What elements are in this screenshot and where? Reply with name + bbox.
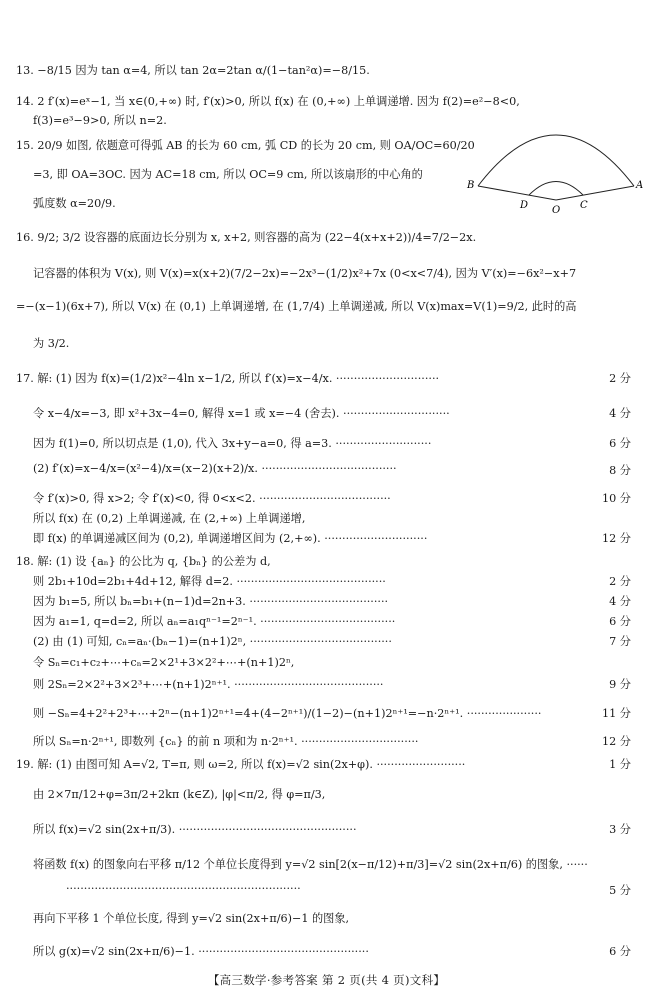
score-mark: 8 分 (609, 464, 631, 477)
score-mark: 2 分 (609, 372, 631, 385)
answer-line: 即 f(x) 的单调递减区间为 (0,2), 单调递增区间为 (2,+∞). ····························· (33, 532, 428, 545)
answer-line: 因为 b₁=5, 所以 bₙ=b₁+(n−1)d=2n+3. ······································· (33, 595, 389, 608)
score-mark: 10 分 (602, 492, 631, 505)
answer-line: 所以 f(x)=√2 sin(2x+π/3). ·················································· (33, 823, 357, 836)
answer-line: 令 Sₙ=c₁+c₂+⋯+cₙ=2×2¹+3×2²+⋯+(n+1)2ⁿ, (33, 656, 295, 669)
answer-line: ·································································· (66, 882, 301, 895)
answer-line: 则 −Sₙ=4+2²+2³+⋯+2ⁿ−(n+1)2ⁿ⁺¹=4+(4−2ⁿ⁺¹)/(1−2)−(n+1)2ⁿ⁺¹=−n·2ⁿ⁺¹. ····················· (33, 707, 542, 720)
label-c: C (580, 200, 588, 211)
answer-line: 19. 解: (1) 由图可知 A=√2, T=π, 则 ω=2, 所以 f(x)=√2 sin(2x+φ). ························· (16, 758, 466, 771)
score-mark: 12 分 (602, 735, 631, 748)
score-mark: 6 分 (609, 615, 631, 628)
label-d: D (520, 200, 529, 211)
answer-line: 由 2×7π/12+φ=3π/2+2kπ (k∈Z), |φ|<π/2, 得 φ=π/3, (33, 788, 326, 801)
label-a: A (636, 180, 644, 191)
score-mark: 5 分 (609, 884, 631, 897)
answer-line: f(3)=e³−9>0, 所以 n=2. (33, 114, 167, 127)
answer-line: 17. 解: (1) 因为 f(x)=(1/2)x²−4ln x−1/2, 所以 f′(x)=x−4/x. ····························· (16, 372, 440, 385)
outer-arc (478, 135, 634, 186)
answer-line: (2) f′(x)=x−4/x=(x²−4)/x=(x−2)(x+2)/x. ······································ (33, 462, 397, 475)
score-mark: 4 分 (609, 595, 631, 608)
score-mark: 7 分 (609, 635, 631, 648)
label-b: B (467, 180, 475, 191)
answer-line: 为 3/2. (33, 337, 70, 350)
score-mark: 9 分 (609, 678, 631, 691)
score-mark: 11 分 (602, 707, 631, 720)
score-mark: 3 分 (609, 823, 631, 836)
answer-line: 因为 a₁=1, q=d=2, 所以 aₙ=a₁qⁿ⁻¹=2ⁿ⁻¹. ······································ (33, 615, 396, 628)
answer-line: 令 x−4/x=−3, 即 x²+3x−4=0, 解得 x=1 或 x=−4 (舍去). ······························ (33, 407, 450, 420)
answer-line: 18. 解: (1) 设 {aₙ} 的公比为 q, {bₙ} 的公差为 d, (16, 555, 271, 568)
score-mark: 2 分 (609, 575, 631, 588)
answer-line: 将函数 f(x) 的图象向右平移 π/12 个单位长度得到 y=√2 sin[2(x−π/12)+π/3]=√2 sin(2x+π/6) 的图象, ······ (33, 858, 588, 871)
sector-diagram (466, 120, 646, 215)
inner-arc (529, 182, 583, 196)
answer-line: 所以 f(x) 在 (0,2) 上单调递减, 在 (2,+∞) 上单调递增, (33, 512, 306, 525)
answer-line: 弧度数 α=20/9. (33, 197, 116, 210)
answer-line: 13. −8/15 因为 tan α=4, 所以 tan 2α=2tan α/(1−tan²α)=−8/15. (16, 64, 370, 77)
score-mark: 12 分 (602, 532, 631, 545)
answer-line: 再向下平移 1 个单位长度, 得到 y=√2 sin(2x+π/6)−1 的图象, (33, 912, 350, 925)
answer-line: 则 2b₁+10d=2b₁+4d+12, 解得 d=2. ·········································· (33, 575, 386, 588)
answer-line: 所以 g(x)=√2 sin(2x+π/6)−1. ················································ (33, 945, 369, 958)
answer-line: 记容器的体积为 V(x), 则 V(x)=x(x+2)(7/2−2x)=−2x³−(1/2)x²+7x (0<x<7/4), 因为 V′(x)=−6x²−x+7 (33, 267, 577, 280)
radius-right (556, 186, 634, 200)
answer-line: 16. 9/2; 3/2 设容器的底面边长分别为 x, x+2, 则容器的高为 (22−4(x+x+2))/4=7/2−2x. (16, 231, 477, 244)
score-mark: 6 分 (609, 437, 631, 450)
radius-left (478, 186, 556, 200)
answer-line: (2) 由 (1) 可知, cₙ=aₙ·(bₙ−1)=(n+1)2ⁿ, ········································ (33, 635, 392, 648)
page-footer: 【高三数学·参考答案 第 2 页(共 4 页)文科】 (207, 973, 446, 987)
answer-line: 14. 2 f′(x)=eˣ−1, 当 x∈(0,+∞) 时, f′(x)>0, 所以 f(x) 在 (0,+∞) 上单调递增. 因为 f(2)=e²−8<0, (16, 95, 520, 108)
score-mark: 4 分 (609, 407, 631, 420)
answer-line: 令 f′(x)>0, 得 x>2; 令 f′(x)<0, 得 0<x<2. ····································· (33, 492, 391, 505)
answer-line: =−(x−1)(6x+7), 所以 V(x) 在 (0,1) 上单调递增, 在 (1,7/4) 上单调递减, 所以 V(x)max=V(1)=9/2, 此时的高 (16, 300, 577, 313)
answer-line: 15. 20/9 如图, 依题意可得弧 AB 的长为 60 cm, 弧 CD 的长为 20 cm, 则 OA/OC=60/20 (16, 139, 475, 152)
answer-line: 所以 Sₙ=n·2ⁿ⁺¹, 即数列 {cₙ} 的前 n 项和为 n·2ⁿ⁺¹. ································· (33, 735, 419, 748)
score-mark: 6 分 (609, 945, 631, 958)
label-o: O (552, 205, 561, 215)
score-mark: 1 分 (609, 758, 631, 771)
answer-line: =3, 即 OA=3OC. 因为 AC=18 cm, 所以 OC=9 cm, 所以该扇形的中心角的 (33, 168, 423, 181)
answer-line: 则 2Sₙ=2×2²+3×2³+⋯+(n+1)2ⁿ⁺¹. ·········································· (33, 678, 384, 691)
answer-line: 因为 f(1)=0, 所以切点是 (1,0), 代入 3x+y−a=0, 得 a=3. ··························· (33, 437, 432, 450)
